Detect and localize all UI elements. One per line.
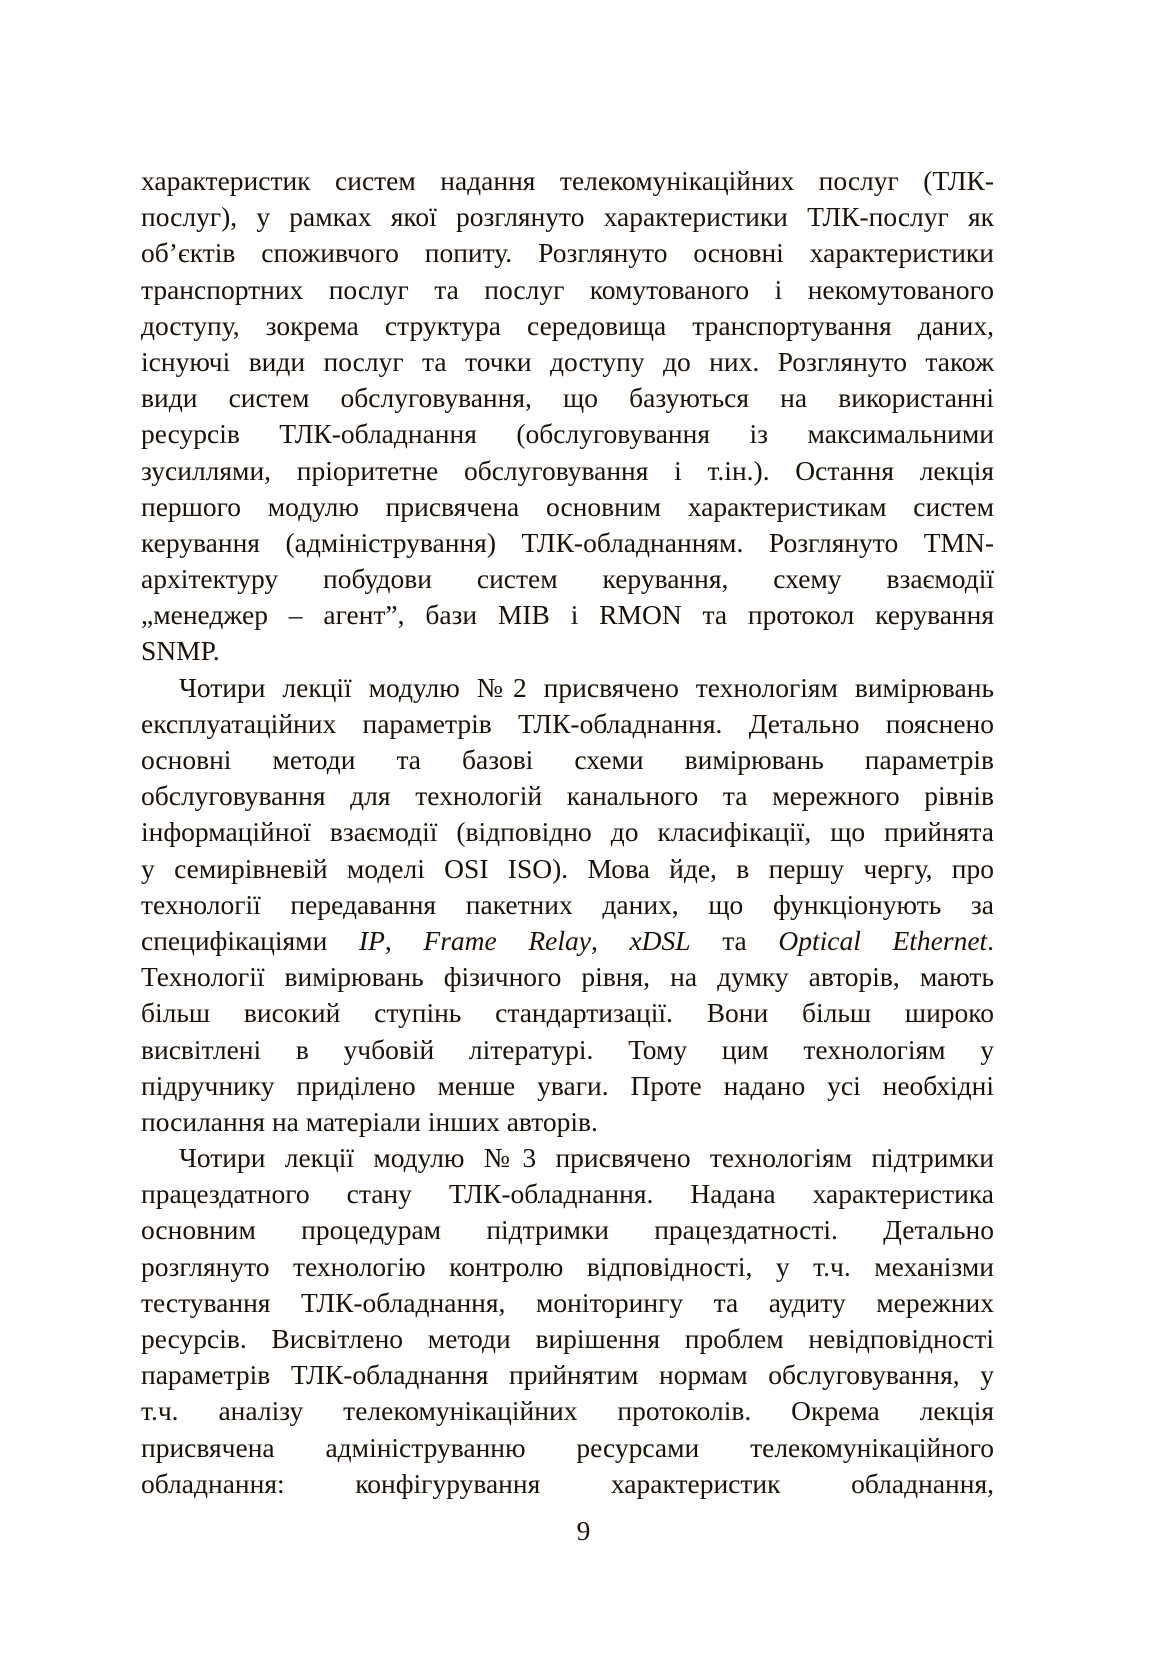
spec-line	[141, 923, 994, 959]
text-line: більш високий ступінь стандартизації. Вони більш широко	[141, 997, 994, 1029]
text-line: працездатного стану ТЛК-обладнання. Надана характеристика	[141, 1178, 994, 1210]
separator: ,	[384, 924, 392, 956]
text-line: Чотири лекції модулю №3 присвячено технологіям підтримки	[179, 1142, 994, 1174]
text-line: розглянуто технологію контролю відповідності, у т.ч. механізми	[141, 1250, 994, 1282]
text-line: послуг), у рамках якої розглянуто характеристики ТЛК-послуг як	[141, 201, 994, 233]
text-line: присвячена адмініструванню ресурсами телекомунікаційного	[141, 1431, 994, 1463]
text-line: SNMP.	[141, 635, 220, 667]
text-line: керування (адміністрування) ТЛК-обладнанням. Розглянуто TMN-	[141, 526, 994, 558]
body-text	[141, 163, 994, 1502]
text-line: основні методи та базові схеми вимірювань параметрів	[141, 744, 994, 775]
text-line: транспортних послуг та послуг комутованого і некомутованого	[141, 273, 994, 305]
text-line: архітектуру побудови систем керування, схему взаємодії	[141, 563, 994, 595]
text-line: об’єктів споживчого попиту. Розглянуто основні характеристики	[141, 237, 994, 269]
text-line: Чотири лекції модулю №2 присвячено технологіям вимірювань	[179, 671, 994, 703]
text-line: ресурсів. Висвітлено методи вирішення проблем невідповідності	[141, 1323, 994, 1354]
text-line: тестування ТЛК-обладнання, моніторингу та аудиту мережних	[141, 1286, 994, 1318]
term-ip: IP	[358, 924, 385, 956]
term-frame-relay: Frame Relay	[423, 924, 591, 956]
text-line: обладнання: конфігурування характеристик обладнання,	[141, 1467, 994, 1499]
text-line: технології передавання пакетних даних, що функціонують за	[141, 888, 994, 920]
text-line: характеристик систем надання телекомунікаційних послуг (ТЛК-	[141, 165, 994, 196]
text-line: першого модулю присвячена основним характеристикам систем	[141, 490, 994, 522]
conjunction: та	[722, 924, 779, 956]
text-line: Технології вимірювань фізичного рівня, на думку авторів, мають	[141, 961, 994, 993]
text-line: т.ч. аналізу телекомунікаційних протоколів. Окрема лекція	[141, 1395, 994, 1427]
text-line: експлуатаційних параметрів ТЛК-обладнання. Детально пояснено	[141, 707, 994, 739]
text-line: види систем обслуговування, що базуються на використанні	[141, 382, 994, 414]
text-line: посилання на матеріали інших авторів.	[141, 1105, 598, 1137]
text-line: ресурсів ТЛК-обладнання (обслуговування із максимальними	[141, 418, 994, 450]
period: .	[987, 924, 994, 956]
spec-prefix: специфікаціями	[141, 924, 359, 956]
term-optical-ethernet: Optical Ethernet	[778, 924, 988, 956]
text-line: параметрів ТЛК-обладнання прийнятим нормам обслуговування, у	[141, 1359, 994, 1391]
separator: ,	[590, 924, 598, 956]
text-line: існуючі види послуг та точки доступу до них. Розглянуто також	[141, 345, 994, 377]
text-line: у семирівневій моделі OSI ISO). Мова йде, в першу чергу, про	[141, 852, 994, 884]
page-number: 9	[576, 1515, 591, 1546]
text-line: інформаційної взаємодії (відповідно до класифікації, що прийнята	[141, 816, 994, 848]
text-line: обслуговування для технологій канального та мережного рівнів	[141, 780, 994, 812]
text-line: „менеджер – агент”, бази MIB і RMON та протокол керування	[141, 599, 994, 631]
text-line: підручнику приділено менше уваги. Проте надано усі необхідні	[141, 1069, 994, 1101]
text-line: доступу, зокрема структура середовища транспортування даних,	[141, 309, 994, 341]
term-xdsl: xDSL	[629, 924, 691, 956]
text-line: основним процедурам підтримки працездатності. Детально	[141, 1214, 994, 1246]
text-line: висвітлені в учбовій літературі. Тому цим технологіям у	[141, 1033, 994, 1065]
text-line: зусиллями, пріоритетне обслуговування і т.ін.). Остання лекція	[141, 454, 994, 486]
